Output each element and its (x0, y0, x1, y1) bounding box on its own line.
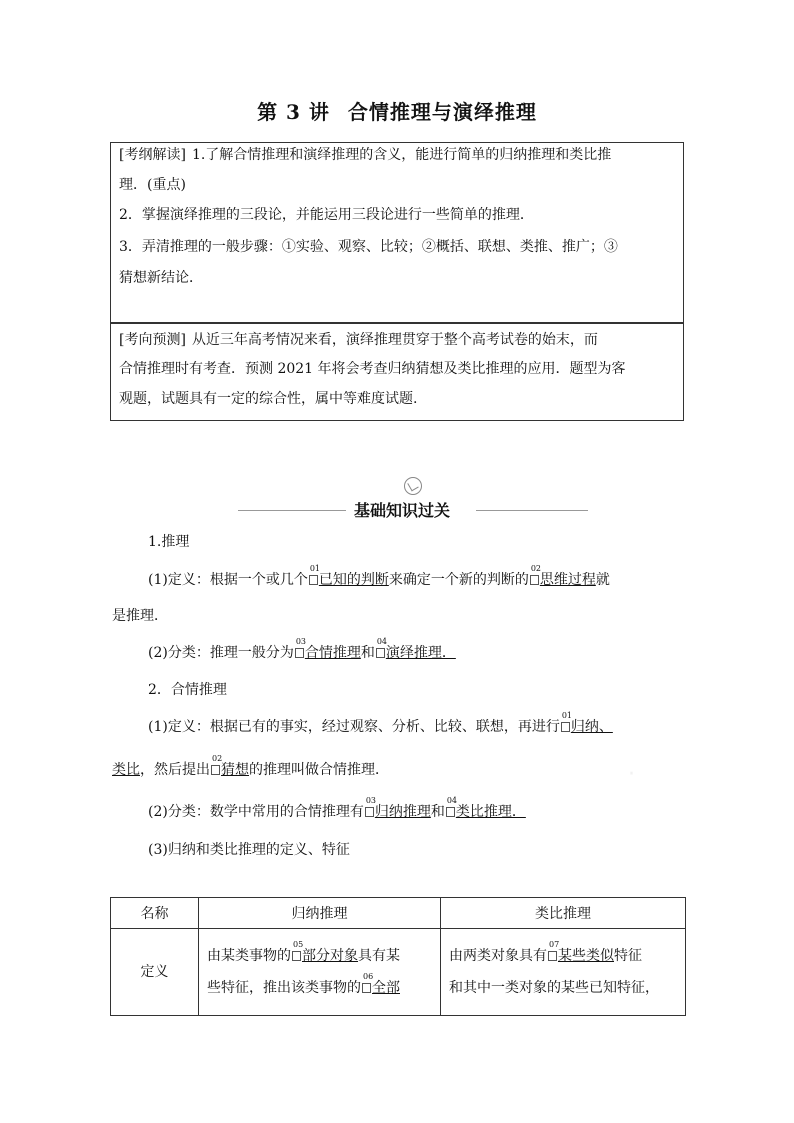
table-header: 归纳推理 (199, 898, 441, 929)
paragraph-definition-2: (1)定义：根据已有的事实，经过观察、分析、比较、联想，再进行 01 归纳、 (148, 711, 613, 735)
blank-marker: 05 (292, 951, 301, 961)
watermark: · (628, 762, 639, 787)
paragraph-classification-2: (2)分类：数学中常用的合情推理有 03 归纳推理和 04 类比推理． (148, 796, 526, 820)
outline-label: [考纲解读] (119, 147, 186, 163)
blank-marker: 04 (446, 807, 455, 817)
table-cell-label: 定义 (111, 929, 199, 1016)
key-term: 某些类似 (558, 948, 614, 964)
outline-line-1: [考纲解读] 1.了解合情推理和演绎推理的含义，能进行简单的归纳推理和类比推 (119, 147, 612, 163)
table-row (111, 929, 686, 1016)
key-term: 合情推理 (304, 645, 361, 661)
heading-reasoning: 1.推理 (148, 534, 190, 550)
key-term: 类比推理． (455, 804, 526, 820)
blank-marker: 01 (561, 722, 570, 732)
key-term: 猜想 (221, 762, 249, 778)
heading-plausible-reasoning: 2．合情推理 (148, 682, 227, 698)
table-header: 类比推理 (441, 898, 686, 929)
blank-marker: 02 (211, 765, 220, 775)
paragraph-definition-2-cont: 类比，然后提出 02 猜想的推理叫做合情推理． (112, 754, 389, 778)
paragraph-classification-1: (2)分类：推理一般分为 03 合情推理和 04 演绎推理． (148, 637, 456, 661)
key-term: 部分对象 (302, 948, 358, 964)
blank-marker: 07 (548, 951, 557, 961)
table-header-row (111, 898, 686, 929)
blank-marker: 02 (530, 575, 539, 585)
key-term: 归纳推理 (374, 804, 431, 820)
key-term: 思维过程 (539, 572, 596, 588)
key-term: 类比 (112, 762, 140, 778)
paragraph-table-intro: (3)归纳和类比推理的定义、特征 (148, 842, 350, 858)
blank-marker: 01 (309, 575, 318, 585)
lesson-number: 第 3 讲 (257, 100, 330, 124)
paragraph-definition-1: (1)定义：根据一个或几个 01 已知的判断来确定一个新的判断的 02 思维过程就 (148, 564, 610, 588)
table-cell-induction: 由某类事物的 05 部分对象具有某 些特征，推出该类事物的 06 全部 (199, 929, 441, 1016)
forecast-line-1: [考向预测] 从近三年高考情况来看，演绎推理贯穿于整个高考试卷的始末，而 (119, 332, 598, 348)
table-header: 名称 (111, 898, 199, 929)
outline-line-3: 3．弄清推理的一般步骤：①实验、观察、比较；②概括、联想、类推、推广；③ (119, 239, 618, 255)
forecast-line-3: 观题，试题具有一定的综合性，属中等难度试题. (119, 391, 418, 407)
table-cell-analogy: 由两类对象具有 07 某些类似特征 和其中一类对象的某些已知特征， (441, 929, 686, 1016)
outline-line-1b: 理．(重点) (119, 177, 186, 193)
lesson-name: 合情推理与演绎推理 (347, 100, 537, 124)
outline-line-3b: 猜想新结论． (119, 270, 203, 286)
forecast-box (110, 323, 684, 421)
outline-box (110, 142, 684, 323)
comparison-table (110, 897, 686, 1016)
key-term: 全部 (372, 980, 400, 996)
forecast-line-2: 合情推理时有考查．预测 2021 年将会考查归纳猜想及类比推理的应用．题型为客 (119, 361, 626, 377)
section-title: 基础知识过关 (354, 501, 451, 520)
key-term: 归纳、 (570, 719, 613, 735)
blank-marker: 04 (376, 648, 385, 658)
key-term: 已知的判断 (318, 572, 389, 588)
blank-marker: 03 (295, 648, 304, 658)
blank-marker: 03 (365, 807, 374, 817)
key-term: 演绎推理． (385, 645, 456, 661)
paragraph-definition-1-cont: 是推理． (112, 608, 168, 624)
section-heading (238, 498, 588, 522)
divider-left (238, 510, 346, 511)
divider-right (476, 510, 588, 511)
outline-line-2: 2．掌握演绎推理的三段论，并能运用三段论进行一些简单的推理． (119, 207, 534, 223)
page-title (0, 96, 794, 125)
blank-marker: 06 (362, 983, 371, 993)
forecast-label: [考向预测] (119, 332, 186, 348)
section-icon (404, 477, 422, 495)
